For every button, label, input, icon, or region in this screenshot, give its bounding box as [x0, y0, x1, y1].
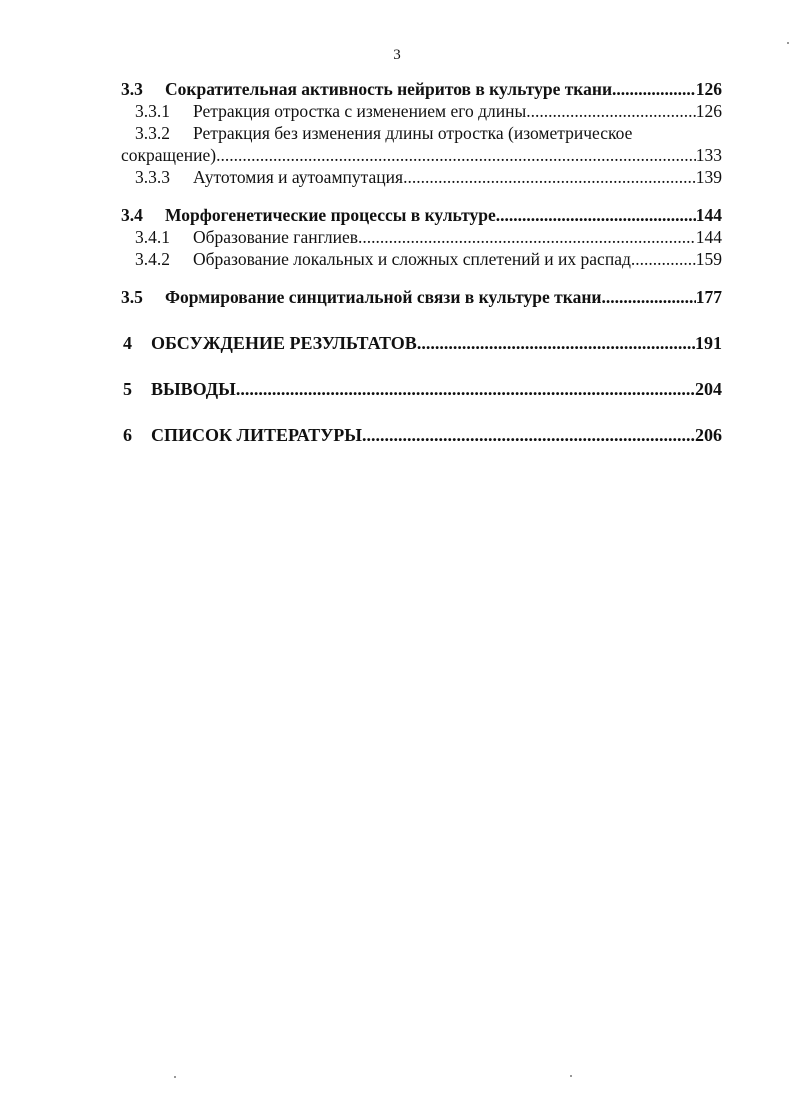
toc-entry-title: Ретракция отростка с изменением его длины — [193, 101, 527, 121]
toc-entry-title-line1: Ретракция без изменения длины отростка (изометрическое — [193, 123, 633, 143]
scan-speck — [570, 1075, 572, 1077]
toc-entry-title: Образование ганглиев. — [193, 227, 363, 247]
toc-entry-3-3-2 — [121, 122, 722, 144]
toc-entry-page: 133 — [695, 145, 722, 165]
dot-leader — [362, 226, 695, 248]
toc-entry-title: Формирование синцитиальной связи в культуре ткани. — [165, 287, 606, 307]
toc-entry-3-3 — [121, 78, 722, 100]
toc-entry-3-3-3 — [121, 166, 722, 188]
toc-entry-number: 3.4.2 — [135, 249, 170, 269]
toc-entry-page: 144 — [695, 205, 722, 225]
dot-leader — [526, 100, 695, 122]
toc-entry-number: 3.5 — [121, 287, 143, 307]
toc-entry-page: 139 — [695, 167, 722, 187]
dot-leader — [403, 166, 696, 188]
toc-entry-page: 206 — [695, 425, 722, 445]
toc-entry-page: 177 — [695, 287, 722, 307]
toc-entry-number: 3.4 — [121, 205, 143, 225]
toc-entry-number: 3.3.2 — [135, 123, 170, 143]
toc-entry-number: 4 — [123, 333, 132, 353]
toc-entry-5 — [121, 378, 722, 400]
toc-entry-title: Морфогенетические процессы в культуре — [165, 205, 496, 225]
table-of-contents — [121, 78, 722, 446]
scan-speck — [787, 42, 789, 44]
toc-entry-title-line2: сокращение). — [121, 145, 221, 165]
toc-entry-number: 6 — [123, 425, 132, 445]
dot-leader — [612, 78, 696, 100]
toc-entry-number: 3.3.3 — [135, 167, 170, 187]
toc-entry-number: 5 — [123, 379, 132, 399]
toc-entry-number: 3.3.1 — [135, 101, 170, 121]
toc-entry-page: 144 — [695, 227, 722, 247]
page-number: 3 — [393, 47, 401, 63]
toc-entry-6 — [121, 424, 722, 446]
toc-entry-page: 126 — [695, 79, 722, 99]
toc-entry-number: 3.4.1 — [135, 227, 170, 247]
toc-entry-3-4-1 — [121, 226, 722, 248]
toc-entry-3-5 — [121, 286, 722, 308]
dot-leader — [606, 286, 696, 308]
toc-entry-3-4-2 — [121, 248, 722, 270]
toc-entry-4 — [121, 332, 722, 354]
dot-leader — [496, 204, 696, 226]
toc-entry-3-4 — [121, 204, 722, 226]
toc-entry-number: 3.3 — [121, 79, 143, 99]
dot-leader — [417, 332, 695, 354]
toc-entry-title: Аутотомия и аутоампутация — [193, 167, 404, 187]
toc-entry-title: Образование локальных и сложных сплетений и их распад — [193, 249, 631, 269]
toc-entry-title: ВЫВОДЫ — [151, 379, 236, 399]
scan-speck — [174, 1076, 176, 1078]
toc-entry-3-3-1 — [121, 100, 722, 122]
dot-leader — [631, 248, 696, 270]
dot-leader — [220, 144, 695, 166]
dot-leader — [362, 424, 695, 446]
toc-entry-page: 126 — [695, 101, 722, 121]
toc-entry-page: 191 — [695, 333, 722, 353]
toc-entry-page: 159 — [695, 249, 722, 269]
toc-entry-title: СПИСОК ЛИТЕРАТУРЫ — [151, 425, 362, 445]
toc-entry-3-3-2-cont — [121, 144, 722, 166]
toc-entry-page: 204 — [695, 379, 722, 399]
toc-entry-title: Сократительная активность нейритов в культуре ткани — [165, 79, 613, 99]
dot-leader — [236, 378, 695, 400]
toc-entry-title: ОБСУЖДЕНИЕ РЕЗУЛЬТАТОВ — [151, 333, 417, 353]
